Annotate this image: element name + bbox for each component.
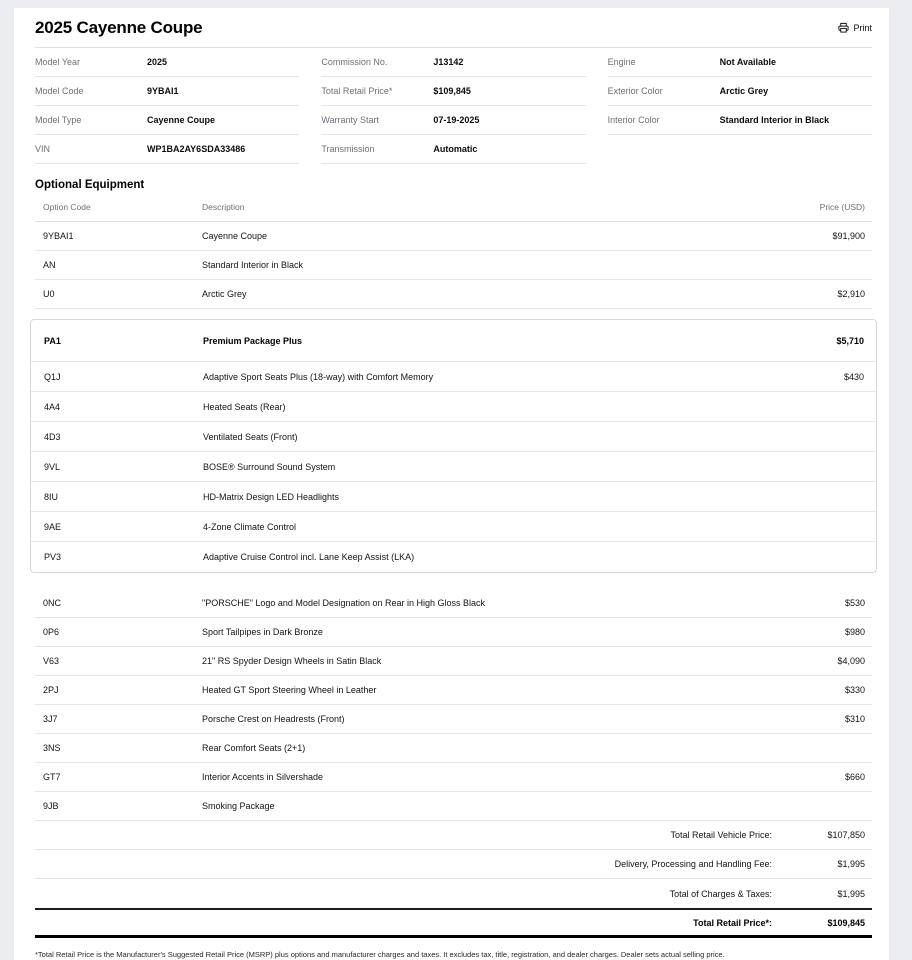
total-row — [35, 850, 872, 879]
info-label: Exterior Color — [607, 86, 663, 96]
vehicle-info-grid — [35, 48, 872, 164]
equipment-row — [31, 392, 876, 422]
equipment-price: $2,910 — [837, 289, 865, 299]
column-header-description: Description — [202, 201, 245, 212]
info-label: Warranty Start — [321, 115, 380, 125]
equipment-rows-before-package — [35, 222, 872, 309]
equipment-rows-after-package — [35, 589, 872, 821]
info-value: WP1BA2AY6SDA33486 — [147, 144, 246, 154]
info-row — [608, 77, 872, 106]
total-retail-price-label: Total Retail Price*: — [693, 917, 772, 928]
equipment-option-code: 0NC — [43, 598, 62, 608]
info-value: $109,845 — [433, 86, 471, 96]
card-header — [35, 8, 872, 48]
info-row — [321, 106, 585, 135]
equipment-price: $4,090 — [837, 656, 865, 666]
total-row — [35, 879, 872, 908]
equipment-row — [31, 452, 876, 482]
total-row-label: Total Retail Vehicle Price: — [670, 830, 772, 840]
equipment-option-code: PV3 — [44, 552, 62, 562]
info-value: 9YBAI1 — [147, 86, 179, 96]
equipment-price: $530 — [844, 598, 865, 608]
total-row-value: $1,995 — [837, 859, 865, 869]
equipment-option-code: Q1J — [44, 371, 61, 382]
equipment-description: HD-Matrix Design LED Headlights — [203, 491, 340, 502]
equipment-description: Adaptive Sport Seats Plus (18-way) with Comfort Memory — [203, 371, 434, 382]
equipment-description: Porsche Crest on Headrests (Front) — [202, 714, 345, 724]
print-button[interactable] — [838, 22, 872, 33]
info-value: Not Available — [719, 57, 777, 67]
equipment-option-code: U0 — [43, 289, 55, 299]
equipment-price: $91,900 — [832, 231, 865, 241]
info-column-3 — [608, 48, 872, 164]
info-label: Interior Color — [607, 115, 660, 125]
equipment-row — [35, 589, 872, 618]
equipment-row — [31, 512, 876, 542]
equipment-description: BOSE® Surround Sound System — [203, 461, 336, 472]
info-value: Standard Interior in Black — [719, 115, 830, 125]
info-column-2 — [321, 48, 585, 164]
equipment-row — [35, 792, 872, 821]
equipment-price: $430 — [843, 371, 864, 382]
total-retail-price-row — [35, 908, 872, 938]
info-value: Arctic Grey — [719, 86, 769, 96]
equipment-row — [31, 482, 876, 512]
info-row — [608, 48, 872, 77]
equipment-description: Standard Interior in Black — [202, 260, 304, 270]
equipment-option-code: 2PJ — [43, 685, 59, 695]
equipment-row — [35, 763, 872, 792]
equipment-option-code: 4D3 — [44, 431, 61, 442]
equipment-row — [35, 222, 872, 251]
equipment-option-code: 0P6 — [43, 627, 60, 637]
equipment-option-code: 4A4 — [44, 401, 61, 412]
info-value: Automatic — [433, 144, 478, 154]
info-label: Model Code — [35, 86, 84, 96]
info-row — [321, 77, 585, 106]
page-title: 2025 Cayenne Coupe — [35, 17, 203, 37]
equipment-description: 21" RS Spyder Design Wheels in Satin Black — [202, 656, 382, 666]
equipment-row — [31, 422, 876, 452]
equipment-price: $5,710 — [836, 335, 864, 346]
equipment-description: Ventilated Seats (Front) — [203, 431, 298, 442]
equipment-price: $660 — [844, 772, 865, 782]
info-row — [608, 106, 872, 135]
equipment-description: Rear Comfort Seats (2+1) — [202, 743, 306, 753]
info-value: J13142 — [433, 57, 464, 67]
column-header-option-code: Option Code — [43, 201, 91, 212]
equipment-row — [35, 280, 872, 309]
info-label: Engine — [607, 57, 636, 67]
equipment-option-code: V63 — [43, 656, 60, 666]
equipment-description: Premium Package Plus — [203, 335, 303, 346]
equipment-description: 4-Zone Climate Control — [203, 521, 297, 532]
equipment-row — [35, 705, 872, 734]
equipment-description: Heated Seats (Rear) — [203, 401, 286, 412]
equipment-row — [35, 734, 872, 763]
equipment-option-code: PA1 — [44, 335, 61, 346]
package-box — [30, 319, 877, 573]
equipment-description: Cayenne Coupe — [202, 231, 268, 241]
equipment-price: $980 — [844, 627, 865, 637]
equipment-description: Adaptive Cruise Control incl. Lane Keep Assist (LKA) — [203, 552, 415, 562]
equipment-price: $330 — [844, 685, 865, 695]
equipment-option-code: 3NS — [43, 743, 61, 753]
equipment-description: Interior Accents in Silvershade — [202, 772, 324, 782]
equipment-description: "PORSCHE" Logo and Model Designation on Rear in High Gloss Black — [202, 598, 486, 608]
equipment-table-header — [35, 192, 872, 222]
printer-icon — [838, 22, 849, 33]
info-label: Model Type — [35, 115, 82, 125]
equipment-row — [31, 362, 876, 392]
equipment-description: Arctic Grey — [202, 289, 247, 299]
equipment-description: Heated GT Sport Steering Wheel in Leather — [202, 685, 377, 695]
optional-equipment-heading: Optional Equipment — [35, 179, 145, 191]
total-row-label: Delivery, Processing and Handling Fee: — [614, 859, 772, 869]
total-retail-price-value: $109,845 — [827, 917, 865, 928]
column-header-price: Price (USD) — [819, 201, 865, 212]
print-button-label: Print — [853, 22, 872, 33]
equipment-option-code: 8IU — [44, 491, 59, 502]
total-row-value: $107,850 — [827, 830, 865, 840]
info-value: 2025 — [147, 57, 168, 67]
info-label: Total Retail Price* — [321, 86, 393, 96]
vehicle-spec-card — [14, 8, 889, 960]
total-row — [35, 821, 872, 850]
equipment-description: Smoking Package — [202, 801, 275, 811]
info-label: Transmission — [321, 144, 375, 154]
info-column-1 — [35, 48, 299, 164]
equipment-option-code: 3J7 — [43, 714, 58, 724]
equipment-option-code: AN — [43, 260, 56, 270]
equipment-row — [31, 320, 876, 362]
equipment-row — [31, 542, 876, 572]
equipment-option-code: 9AE — [44, 521, 62, 532]
info-row — [35, 106, 299, 135]
total-row-label: Total of Charges & Taxes: — [669, 888, 772, 899]
info-label: VIN — [35, 144, 51, 154]
info-row — [321, 48, 585, 77]
equipment-option-code: 9YBAI1 — [43, 231, 74, 241]
info-row — [321, 135, 585, 164]
info-row — [35, 135, 299, 164]
info-value: Cayenne Coupe — [147, 115, 216, 125]
info-label: Model Year — [35, 57, 81, 67]
equipment-option-code: GT7 — [43, 772, 61, 782]
info-row — [35, 48, 299, 77]
equipment-price: $310 — [844, 714, 865, 724]
equipment-option-code: 9JB — [43, 801, 59, 811]
equipment-option-code: 9VL — [44, 461, 61, 472]
footnote: *Total Retail Price is the Manufacturer's Suggested Retail Price (MSRP) plus options and manufacturer charges and taxes. It excludes tax, title, registration, and dealer charges. Dealer sets actual selling price. — [35, 950, 725, 959]
equipment-description: Sport Tailpipes in Dark Bronze — [202, 627, 323, 637]
info-value: 07-19-2025 — [433, 115, 480, 125]
totals-section — [35, 821, 872, 938]
total-row-value: $1,995 — [837, 888, 865, 899]
info-row — [35, 77, 299, 106]
equipment-row — [35, 251, 872, 280]
equipment-row — [35, 618, 872, 647]
info-label: Commission No. — [321, 57, 388, 67]
equipment-row — [35, 647, 872, 676]
equipment-row — [35, 676, 872, 705]
